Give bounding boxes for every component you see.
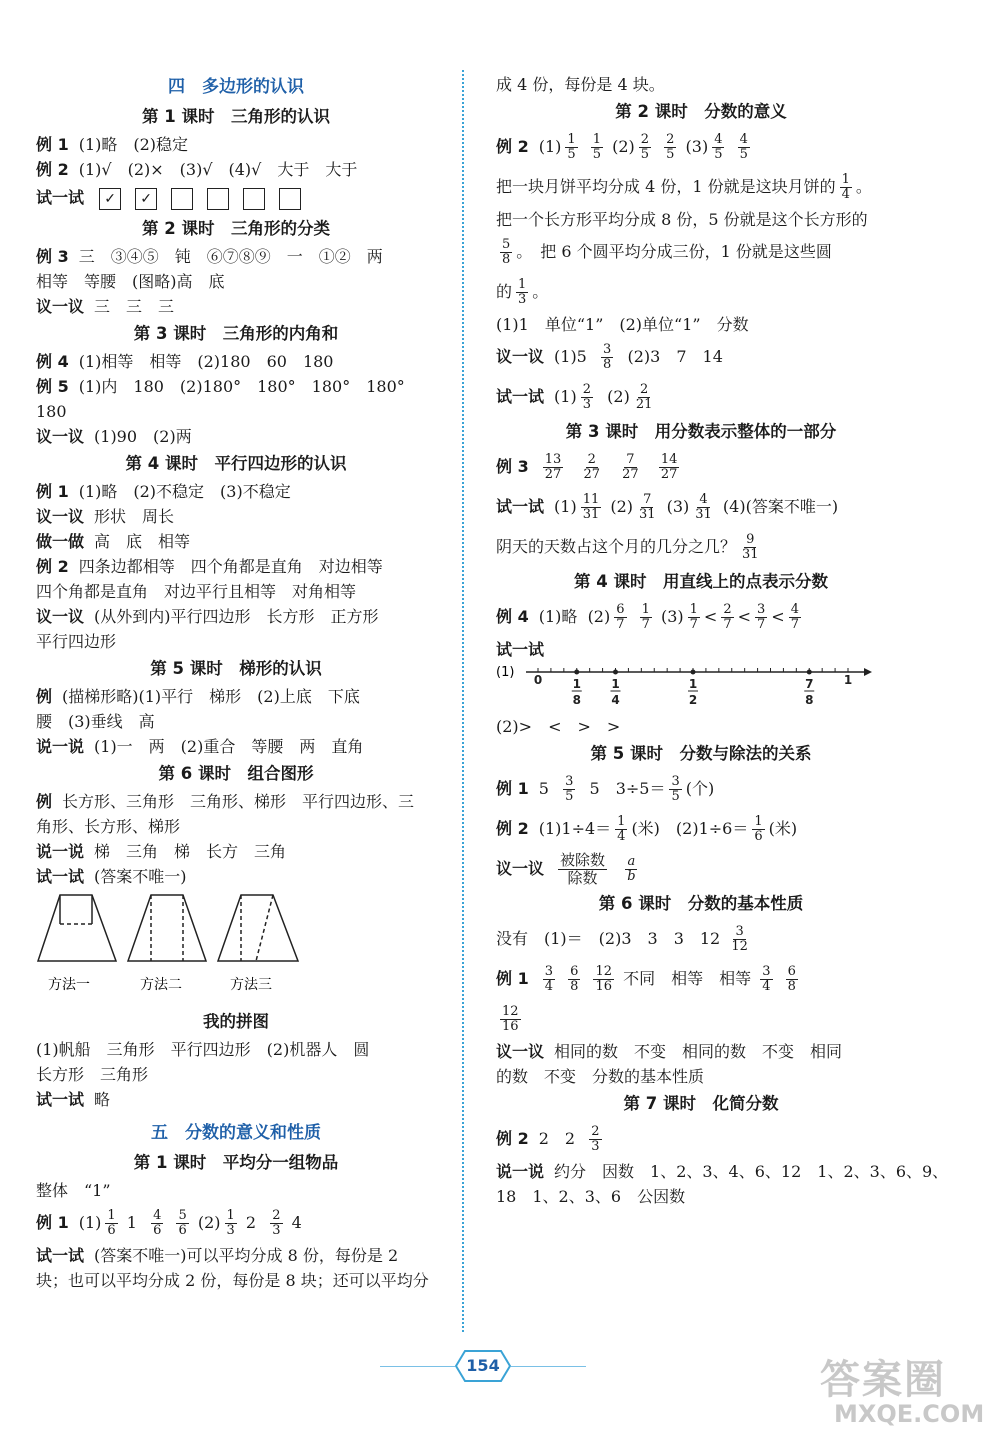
- answer-line: 说一说 (1)一 两 (2)重合 等腰 两 直角: [36, 737, 364, 756]
- figure-method-2: [128, 895, 206, 961]
- fraction-point: [613, 670, 618, 675]
- fraction-point: [807, 670, 812, 675]
- trapezoid-figures: [36, 889, 366, 1007]
- fraction-point: [574, 670, 579, 675]
- answer-line: 的 $\frac{1}{3}$ 。: [496, 277, 549, 307]
- answer-line: 块；也可以平均分成 2 份，每份是 8 块；还可以平均分: [36, 1271, 429, 1290]
- fraction: $\frac{1}{6}$: [107, 1208, 116, 1238]
- left-column: [36, 72, 436, 1293]
- answer-line: (2)> < > >: [496, 717, 621, 736]
- lesson-title: 第 4 课时 平行四边形的认识: [125, 454, 347, 473]
- watermark-url: MXQE.COM: [834, 1400, 985, 1428]
- line-prefix: (1): [496, 665, 515, 680]
- number-line: [496, 662, 906, 714]
- right-column: [496, 72, 949, 1209]
- fraction: $\frac{1}{7}$: [689, 602, 698, 632]
- answer-line: 试一试: [496, 640, 545, 659]
- fraction: $\frac{3}{5}$: [565, 774, 574, 804]
- fraction: $\frac{7}{27}$: [622, 452, 639, 482]
- fraction: $\frac{12}{16}$: [595, 964, 613, 994]
- answer-line: 例 (描梯形略)(1)平行 梯形 (2)上底 下底: [36, 687, 360, 706]
- method-label: 方法三: [230, 977, 272, 993]
- answer-line: 例 2 2 2 $\frac{2}{3}$: [496, 1124, 600, 1154]
- fraction: $\frac{4}{7}$: [790, 602, 799, 632]
- unit-title: 四 多边形的认识: [168, 77, 304, 97]
- fraction: $\frac{6}{8}$: [787, 964, 796, 994]
- figure-method-1: [38, 895, 116, 961]
- fraction: $\frac{2}{7}$: [723, 602, 732, 632]
- check-box: ✓: [135, 188, 157, 210]
- lesson-title: 第 5 课时 分数与除法的关系: [590, 744, 812, 763]
- answer-line: 例 1 5 $\frac{3}{5}$ 5 3÷5＝ $\frac{3}{5}$ (个): [496, 774, 715, 804]
- lesson-title: 第 3 课时 三角形的内角和: [133, 324, 339, 343]
- answer-line: 角形、长方形、梯形: [36, 817, 181, 836]
- answer-line: 试一试 (答案不唯一): [36, 867, 187, 886]
- answer-line: 试一试 (1) $\frac{11}{31}$ (2) $\frac{7}{31}$ (3) $\frac{4}{31}$ (4)(答案不唯一): [496, 492, 839, 522]
- fraction: $\frac{1}{5}$: [592, 132, 602, 162]
- answer-line: 四个角都是直角 对边平行且相等 对角相等: [36, 582, 357, 601]
- answer-line: 做一做 高 底 相等: [36, 532, 191, 551]
- tick-label: 1: [611, 677, 620, 691]
- tick-label: 1: [572, 677, 581, 691]
- answer-line: 议一议 三 三 三: [36, 297, 175, 316]
- answer-line: (1)帆船 三角形 平行四边形 (2)机器人 圆: [36, 1040, 370, 1059]
- answer-line: 试一试 (答案不唯一)可以平均分成 8 份，每份是 2: [36, 1246, 399, 1265]
- method-label: 方法二: [140, 977, 182, 993]
- fraction: $\frac{12}{16}$: [502, 1004, 519, 1034]
- fraction: $\frac{\text{被除数}}{\text{除数}}$: [560, 851, 606, 887]
- answer-line: 例 1 (1)略 (2)稳定: [36, 135, 189, 154]
- answer-line: 例 长方形、三角形 三角形、梯形 平行四边形、三: [36, 792, 415, 811]
- fraction-point: [691, 670, 696, 675]
- fraction: $\frac{a}{b}$: [627, 854, 636, 884]
- lesson-title: 第 5 课时 梯形的认识: [150, 659, 322, 678]
- answer-line: 成 4 份，每份是 4 块。: [496, 75, 665, 94]
- composite-figures: [36, 889, 436, 1007]
- fraction: $\frac{2}{21}$: [635, 382, 653, 412]
- answer-line: 试一试 略: [36, 1090, 111, 1109]
- answer-line: 的数 不变 分数的基本性质: [496, 1067, 705, 1086]
- fraction: $\frac{1}{4}$: [841, 172, 850, 202]
- answer-line: 例 3 三 ③④⑤ 钝 ⑥⑦⑧⑨ 一 ①② 两: [36, 247, 383, 266]
- answer-line: 18 1、2、3、6 公因数: [496, 1187, 686, 1206]
- method-label: 方法一: [48, 977, 90, 993]
- column-divider: [462, 70, 464, 1332]
- footer-rule-right: [511, 1366, 586, 1367]
- arrow-head: [864, 668, 872, 676]
- fraction: $\frac{5}{6}$: [178, 1208, 187, 1238]
- fraction: $\frac{13}{27}$: [544, 452, 562, 482]
- tick-label-denominator: 4: [611, 693, 620, 707]
- fraction: $\frac{2}{3}$: [582, 382, 591, 412]
- fraction: $\frac{1}{5}$: [567, 132, 576, 162]
- tick-label: 1: [688, 677, 698, 691]
- fraction: $\frac{3}{4}$: [544, 964, 553, 994]
- page-number: 154: [455, 1350, 511, 1382]
- answer-line: 例 2 (1)1÷4＝ $\frac{1}{4}$ (米) (2)1÷6＝ $\frac{1}{6}$ (米): [496, 814, 798, 844]
- lesson-title: 第 6 课时 组合图形: [158, 764, 314, 783]
- tick-label: 7: [805, 677, 814, 691]
- check-box: [171, 188, 193, 210]
- fraction: $\frac{4}{5}$: [739, 132, 748, 162]
- lesson-title: 第 1 课时 平均分一组物品: [133, 1153, 339, 1172]
- answer-line: 议一议 (从外到内)平行四边形 长方形 正方形: [36, 607, 379, 626]
- answer-line: 例 4 (1)相等 相等 (2)180 60 180: [36, 352, 334, 371]
- tick-label-denominator: 8: [805, 693, 814, 707]
- fraction: $\frac{1}{7}$: [641, 602, 650, 632]
- tick-label: 0: [533, 673, 543, 687]
- answer-line: $\frac{5}{8}$ 。 把 6 个圆平均分成三份，1 份就是这些圆: [502, 237, 832, 267]
- answer-line: 议一议 形状 周长: [36, 507, 175, 526]
- lesson-title: 第 6 课时 分数的基本性质: [598, 894, 804, 913]
- fraction: $\frac{2}{5}$: [640, 132, 650, 162]
- fraction: $\frac{7}{31}$: [638, 492, 656, 522]
- fraction: $\frac{2}{3}$: [591, 1124, 600, 1154]
- fraction: $\frac{1}{3}$: [226, 1208, 235, 1238]
- answer-line: 例 1 (1)略 (2)不稳定 (3)不稳定: [36, 482, 291, 501]
- answer-line: 把一块月饼平均分成 4 份，1 份就是这块月饼的 $\frac{1}{4}$ 。: [496, 172, 872, 202]
- answer-line: 例 2 (1) $\frac{1}{5}$ $\frac{1}{5}$ (2) $\frac{2}{5}$ $\frac{2}{5}$ (3) $\frac{4}{5}$ $\frac{4}{5}$: [496, 132, 748, 162]
- answer-line: 议一议 (1)5 $\frac{3}{8}$ (2)3 7 14: [496, 342, 723, 372]
- fraction: $\frac{3}{12}$: [731, 924, 748, 954]
- fraction: $\frac{3}{7}$: [757, 602, 766, 632]
- answer-line: 腰 (3)垂线 高: [36, 712, 155, 731]
- fraction: $\frac{3}{5}$: [671, 774, 680, 804]
- fraction: $\frac{1}{4}$: [617, 814, 626, 844]
- fraction: $\frac{4}{6}$: [153, 1208, 162, 1238]
- answer-line: 议一议 相同的数 不变 相同的数 不变 相同: [496, 1042, 843, 1061]
- lesson-title: 第 7 课时 化简分数: [623, 1094, 779, 1113]
- footer-rule-left: [380, 1366, 455, 1367]
- tick-label-denominator: 2: [688, 693, 698, 707]
- fraction: $\frac{2}{5}$: [666, 132, 675, 162]
- watermark-logo: 答案圈: [820, 1357, 946, 1403]
- check-box: ✓: [99, 188, 121, 210]
- answer-line: 议一议 $\frac{\text{被除数}}{\text{除数}}$ $\frac{a}{b}$: [496, 851, 636, 887]
- answer-line: 例 2 (1)√ (2)× (3)√ (4)√ 大于 大于: [36, 160, 358, 179]
- answer-line: 长方形 三角形: [36, 1065, 149, 1084]
- fraction: $\frac{2}{3}$: [272, 1208, 281, 1238]
- fraction: $\frac{4}{31}$: [695, 492, 712, 522]
- tick-label-denominator: 8: [572, 693, 581, 707]
- answer-line: 平行四边形: [36, 632, 117, 651]
- fraction: $\frac{9}{31}$: [742, 532, 759, 562]
- lesson-title: 第 4 课时 用直线上的点表示分数: [574, 572, 828, 591]
- answer-line: 例 5 (1)内 180 (2)180° 180° 180° 180°: [36, 377, 405, 396]
- fraction: $\frac{6}{8}$: [570, 964, 579, 994]
- answer-line: 整体 “1”: [36, 1181, 111, 1200]
- number-line-svg: [496, 662, 876, 714]
- answer-line: 说一说 梯 三角 梯 长方 三角: [36, 842, 287, 861]
- lesson-title: 第 2 课时 三角形的分类: [142, 219, 330, 238]
- check-box: [243, 188, 265, 210]
- fraction: $\frac{6}{7}$: [616, 602, 625, 632]
- answer-line: 说一说 约分 因数 1、2、3、4、6、12 1、2、3、6、9、: [496, 1162, 949, 1181]
- answer-line: 试一试 ✓ ✓: [36, 182, 436, 214]
- answer-line: 180: [36, 402, 67, 421]
- fraction: $\frac{14}{27}$: [660, 452, 678, 482]
- check-box: [207, 188, 229, 210]
- fraction: $\frac{11}{31}$: [582, 492, 600, 522]
- section-title: 我的拼图: [203, 1012, 269, 1031]
- answer-line: 把一个长方形平均分成 8 份，5 份就是这个长方形的: [496, 210, 868, 229]
- answer-line: 例 1 (1) $\frac{1}{6}$ 1 $\frac{4}{6}$ $\frac{5}{6}$ (2) $\frac{1}{3}$ 2 $\frac{2}{3}$ 4: [36, 1208, 302, 1238]
- fraction: $\frac{3}{8}$: [603, 342, 612, 372]
- figure-method-3: [218, 895, 298, 961]
- fraction: $\frac{5}{8}$: [502, 237, 511, 267]
- answer-line: 例 3 $\frac{13}{27}$ $\frac{2}{27}$ $\frac{7}{27}$ $\frac{14}{27}$: [496, 452, 678, 482]
- lesson-title: 第 2 课时 分数的意义: [615, 102, 787, 121]
- fraction: $\frac{1}{6}$: [754, 814, 763, 844]
- answer-line: 例 4 (1)略 (2) $\frac{6}{7}$ $\frac{1}{7}$ (3) $\frac{1}{7}$ < $\frac{2}{7}$ < $\frac{3}{7}$ < $\frac{4}{7}$: [496, 602, 799, 632]
- fraction: $\frac{4}{5}$: [714, 132, 723, 162]
- lesson-title: 第 1 课时 三角形的认识: [142, 107, 330, 126]
- answer-line: 例 1 $\frac{3}{4}$ $\frac{6}{8}$ $\frac{12}{16}$ 不同 相等 相等 $\frac{3}{4}$ $\frac{6}{8}$: [496, 964, 796, 994]
- answer-line: 例 2 四条边都相等 四个角都是直角 对边相等: [36, 557, 383, 576]
- lesson-title: 第 3 课时 用分数表示整体的一部分: [565, 422, 837, 441]
- answer-line: 议一议 (1)90 (2)两: [36, 427, 192, 446]
- answer-line: 没有 (1)＝ (2)3 3 3 12 $\frac{3}{12}$: [496, 924, 748, 954]
- answer-line: 试一试 (1) $\frac{2}{3}$ (2) $\frac{2}{21}$: [496, 382, 653, 412]
- fraction: $\frac{1}{3}$: [518, 277, 527, 307]
- answer-line: 阴天的天数占这个月的几分之几？ $\frac{9}{31}$: [496, 532, 759, 562]
- check-box: [279, 188, 301, 210]
- answer-line: (1)1 单位“1” (2)单位“1” 分数: [496, 315, 749, 334]
- fraction: $\frac{3}{4}$: [762, 964, 771, 994]
- fraction: $\frac{2}{27}$: [583, 452, 600, 482]
- tick-label: 1: [843, 673, 853, 687]
- answer-line: 相等 等腰 (图略)高 底: [36, 272, 225, 291]
- unit-title: 五 分数的意义和性质: [151, 1123, 321, 1143]
- answer-line: [496, 999, 906, 1039]
